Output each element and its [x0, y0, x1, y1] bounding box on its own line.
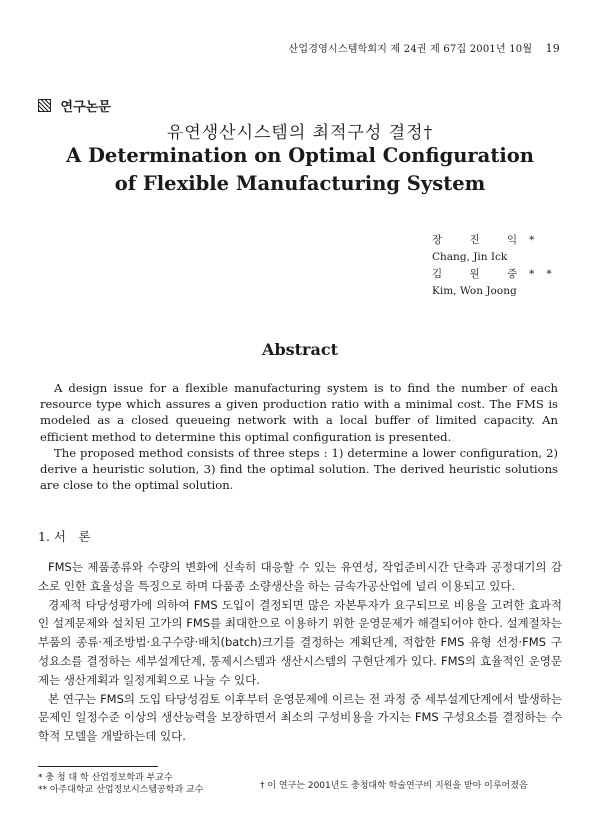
body-paragraph: 본 연구는 FMS의 도입 타당성검토 이후부터 운영문제에 이르는 전 과정 중 세부설계단계에서 발생하는 문제인 일정수준 이상의 생산능력을 보장하면서 최소의 구성비용을 가지는 FMS 구성요소를 결정하는 수학적 모델을 개발하는데 있다. [38, 691, 562, 744]
footnote-rule [38, 766, 158, 767]
hatched-box-icon [38, 99, 51, 112]
footnote-1: * 충 청 대 학 산업정보학과 부교수 [38, 773, 173, 783]
abstract-body [40, 380, 558, 493]
body-paragraph: 경제적 타당성평가에 의하여 FMS 도입이 결정되면 많은 자본투자가 요구되므로 비용을 고려한 효과적인 설계문제와 설치된 고가의 FMS를 최대한으로 이용하기 위한 운영문제가 해결되어야 한다. 설계절차는 부품의 종류·제조방법·요구수량·배치(batch)크기를 결정하는 계획단계, 적합한 FMS 유형 선정·FMS 구성요소를 결정하는 세부설계단계, 통제시스템과 생산시스템의 구현단계가 있다. FMS의 효율적인 운영문제는 생산계획과 일정계획으로 나눌 수 있다. [38, 597, 562, 687]
title-english-line1: A Determination on Optimal Configuration [66, 144, 534, 167]
author1-english: Chang, Jin Ick [432, 251, 508, 263]
title-english [0, 142, 600, 198]
journal-info: 산업경영시스템학회지 제 24권 제 67집 2001년 10월 [288, 44, 533, 55]
title-english-line2: of Flexible Manufacturing System [114, 172, 486, 195]
author-block [432, 232, 564, 300]
author2-korean: 김 원 중** [432, 268, 564, 280]
body-paragraph: FMS는 제품종류와 수량의 변화에 신속히 대응할 수 있는 유연성, 작업준비시간 단축과 공정대기의 감소로 인한 효율성을 특징으로 하며 다품종 소량생산을 하는 금속가공산업에 널리 이용되고 있다. [38, 560, 562, 593]
abstract-paragraph: A design issue for a flexible manufacturing system is to find the number of each resource type which assures a given production ratio with a minimal cost. The FMS is modeled as a closed queueing network with a local buffer of limited capacity. An efficient method to determine this optimal configuration is presented. [40, 381, 558, 444]
author1-korean: 장 진 익* [432, 234, 547, 246]
page-number: 19 [545, 42, 560, 55]
footnote-3: † 이 연구는 2001년도 충청대학 학술연구비 지원을 받아 이루어졌음 [260, 781, 528, 791]
footnote-2: ** 아주대학교 산업정보시스템공학과 교수 [38, 785, 204, 795]
author2-english: Kim, Won Joong [432, 285, 517, 297]
section-heading: 1. 서 론 [38, 529, 91, 544]
abstract-heading: Abstract [262, 340, 338, 359]
title-korean: 유연생산시스템의 최적구성 결정† [166, 123, 434, 143]
section-body [38, 558, 562, 746]
section-tag [38, 96, 111, 115]
footnotes-left [38, 772, 203, 796]
abstract-paragraph: The proposed method consists of three steps : 1) determine a lower configuration, 2) derive a heuristic solution, 3) find the optimal solution. The derived heuristic solutions are close to the optimal solution. [40, 445, 558, 493]
section-tag-label: 연구논문 [60, 100, 111, 115]
running-header [0, 40, 560, 55]
